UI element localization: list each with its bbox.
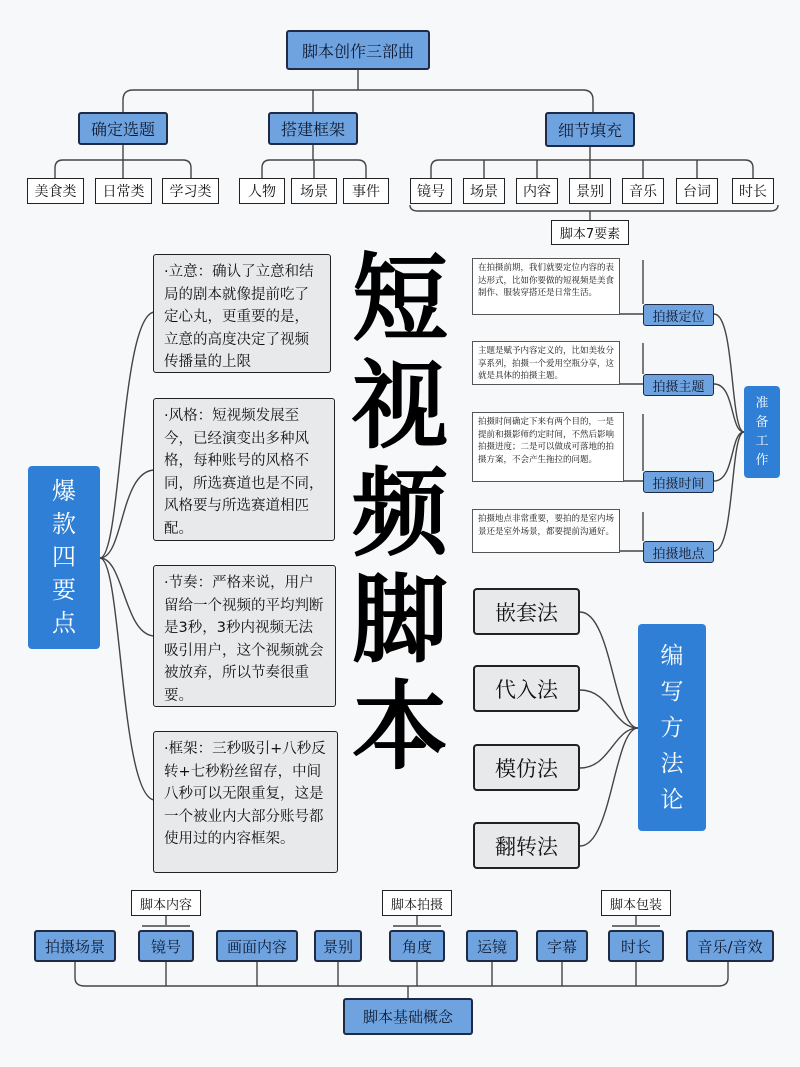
title-char: 脚 <box>352 563 448 676</box>
title-char: 短 <box>352 242 448 355</box>
seven-elements-label: 脚本7要素 <box>551 220 629 245</box>
main-title <box>340 242 460 783</box>
label-char: 款 <box>52 510 76 538</box>
framework-person: 人物 <box>239 178 285 204</box>
concept-angle: 角度 <box>389 930 445 962</box>
note-theme: 主题是赋予内容定义的，比如美妆分享系列，拍摄一个爱用空瓶分享，这就是具体的拍摄主题。 <box>472 341 620 385</box>
method-imitation: 模仿法 <box>473 744 580 791</box>
card-intent: ·立意：确认了立意和结局的剧本就像提前吃了定心丸，更重要的是，立意的高度决定了视频传播量的上限 <box>153 254 331 373</box>
topic-food: 美食类 <box>27 178 84 204</box>
title-char: 频 <box>352 456 448 569</box>
framework-scene: 场景 <box>291 178 337 204</box>
detail-duration: 时长 <box>732 178 774 204</box>
label-char: 论 <box>660 786 684 813</box>
label-char: 工 <box>755 434 769 449</box>
concept-shot-size: 景别 <box>314 930 362 962</box>
label-char: 编 <box>660 642 684 669</box>
node-script-basic-concepts: 脚本基础概念 <box>343 998 473 1035</box>
prep-location: 拍摄地点 <box>643 541 714 563</box>
label-char: 准 <box>755 396 769 411</box>
node-script-three-steps: 脚本创作三部曲 <box>286 30 430 70</box>
detail-scene: 场景 <box>463 178 505 204</box>
method-nesting: 嵌套法 <box>473 588 580 635</box>
node-build-framework: 搭建框架 <box>268 112 358 145</box>
concept-shot-number: 镜号 <box>138 930 194 962</box>
label-char: 法 <box>660 750 684 777</box>
detail-shot-size: 景别 <box>569 178 611 204</box>
concept-shooting-scene: 拍摄场景 <box>34 930 116 962</box>
title-char: 本 <box>352 670 448 783</box>
card-framework: ·框架：三秒吸引+八秒反转+七秒粉丝留存，中间八秒可以无限重复，这是一个被业内大部分账号都使用过的内容框架。 <box>153 731 338 873</box>
group-script-content: 脚本内容 <box>131 890 201 916</box>
concept-camera-movement: 运镜 <box>466 930 518 962</box>
prep-time: 拍摄时间 <box>643 471 714 493</box>
prep-positioning: 拍摄定位 <box>643 304 714 326</box>
title-char: 视 <box>352 349 448 462</box>
node-choose-topic: 确定选题 <box>78 112 168 145</box>
note-time: 拍摄时间确定下来有两个目的，一是提前和摄影师约定时间，不然后影响拍摄进度；二是可以做成可落地的拍摄方案，不会产生拖拉的问题。 <box>472 412 624 482</box>
concept-frame-content: 画面内容 <box>216 930 298 962</box>
label-char: 要 <box>52 576 76 604</box>
card-rhythm: ·节奏：严格来说，用户留给一个视频的平均判断是3秒，3秒内视频无法吸引用户，这个视频就会被放弃，所以节奏很重要。 <box>153 565 336 707</box>
note-location: 拍摄地点非常重要，要拍的是室内场景还是室外场景，都要提前沟通好。 <box>472 509 620 553</box>
label-char: 四 <box>52 543 76 571</box>
detail-lines: 台词 <box>676 178 718 204</box>
card-style: ·风格：短视频发展至今，已经演变出多种风格，每种账号的风格不同，所选赛道也是不同，风格要与所选赛道相匹配。 <box>153 398 335 541</box>
concept-subtitles: 字幕 <box>536 930 588 962</box>
label-char: 点 <box>52 609 76 637</box>
framework-event: 事件 <box>343 178 389 204</box>
detail-shot-number: 镜号 <box>410 178 452 204</box>
label-char: 作 <box>755 453 769 468</box>
detail-content: 内容 <box>516 178 558 204</box>
group-script-shooting: 脚本拍摄 <box>382 890 452 916</box>
label-four-points <box>28 466 100 649</box>
group-script-packaging: 脚本包装 <box>601 890 671 916</box>
concept-duration: 时长 <box>608 930 664 962</box>
method-immersion: 代入法 <box>473 665 580 712</box>
method-reversal: 翻转法 <box>473 822 580 869</box>
concept-music-sfx: 音乐/音效 <box>686 930 774 962</box>
label-char: 爆 <box>52 477 76 505</box>
label-char: 写 <box>660 678 684 705</box>
prep-theme: 拍摄主题 <box>643 374 714 396</box>
detail-music: 音乐 <box>622 178 664 204</box>
label-preparation <box>744 386 780 478</box>
topic-study: 学习类 <box>162 178 219 204</box>
label-char: 方 <box>660 714 684 741</box>
label-writing-methods <box>638 624 706 831</box>
node-fill-details: 细节填充 <box>545 112 635 147</box>
topic-daily: 日常类 <box>95 178 152 204</box>
note-positioning: 在拍摄前期，我们就要定位内容的表达形式，比如你要做的短视频是美食制作、服装穿搭还是日常生活。 <box>472 258 620 315</box>
label-char: 备 <box>755 415 769 430</box>
